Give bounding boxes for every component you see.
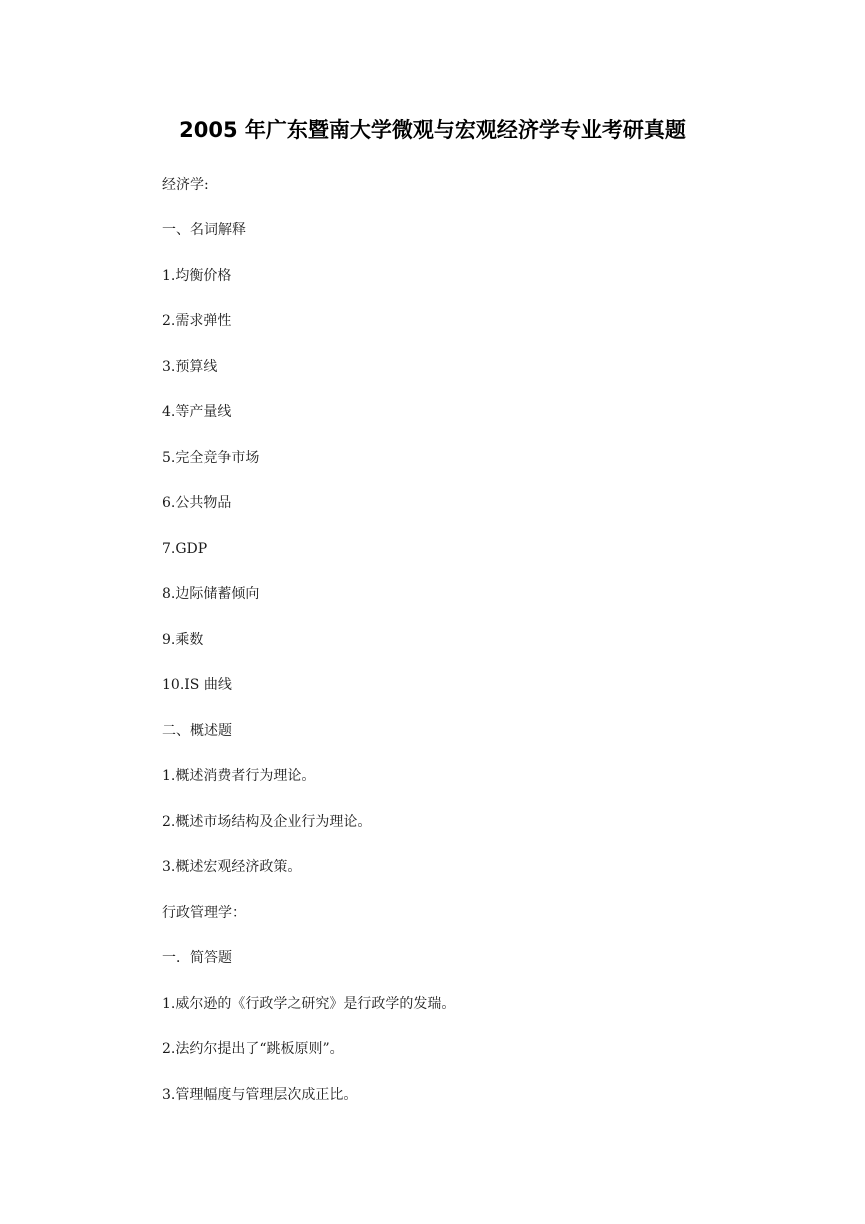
list-item: 3.概述宏观经济政策。	[162, 859, 302, 875]
list-item: 4.等产量线	[162, 404, 232, 420]
list-item: 10.IS 曲线	[162, 677, 232, 693]
section-heading-administration: 行政管理学：	[162, 905, 246, 921]
subsection-heading-overview: 二、概述题	[162, 723, 232, 739]
document-title: 2005 年广东暨南大学微观与宏观经济学专业考研真题	[179, 118, 686, 142]
list-item: 6.公共物品	[162, 495, 232, 511]
list-item: 2.概述市场结构及企业行为理论。	[162, 814, 372, 830]
list-item: 9.乘数	[162, 632, 204, 648]
list-item: 1.均衡价格	[162, 268, 232, 284]
list-item: 8.边际储蓄倾向	[162, 586, 260, 602]
subsection-heading-terms: 一、名词解释	[162, 222, 246, 238]
section-heading-economics: 经济学:	[162, 177, 209, 193]
list-item: 2.需求弹性	[162, 313, 232, 329]
list-item: 2.法约尔提出了“跳板原则”。	[162, 1041, 344, 1057]
list-item: 1.概述消费者行为理论。	[162, 768, 316, 784]
list-item: 1.威尔逊的《行政学之研究》是行政学的发瑞。	[162, 996, 456, 1012]
subsection-heading-short-answer: 一．简答题	[162, 950, 232, 966]
list-item: 5.完全竞争市场	[162, 450, 260, 466]
list-item: 7.GDP	[162, 541, 208, 557]
list-item: 3.管理幅度与管理层次成正比。	[162, 1087, 358, 1103]
list-item: 3.预算线	[162, 359, 218, 375]
